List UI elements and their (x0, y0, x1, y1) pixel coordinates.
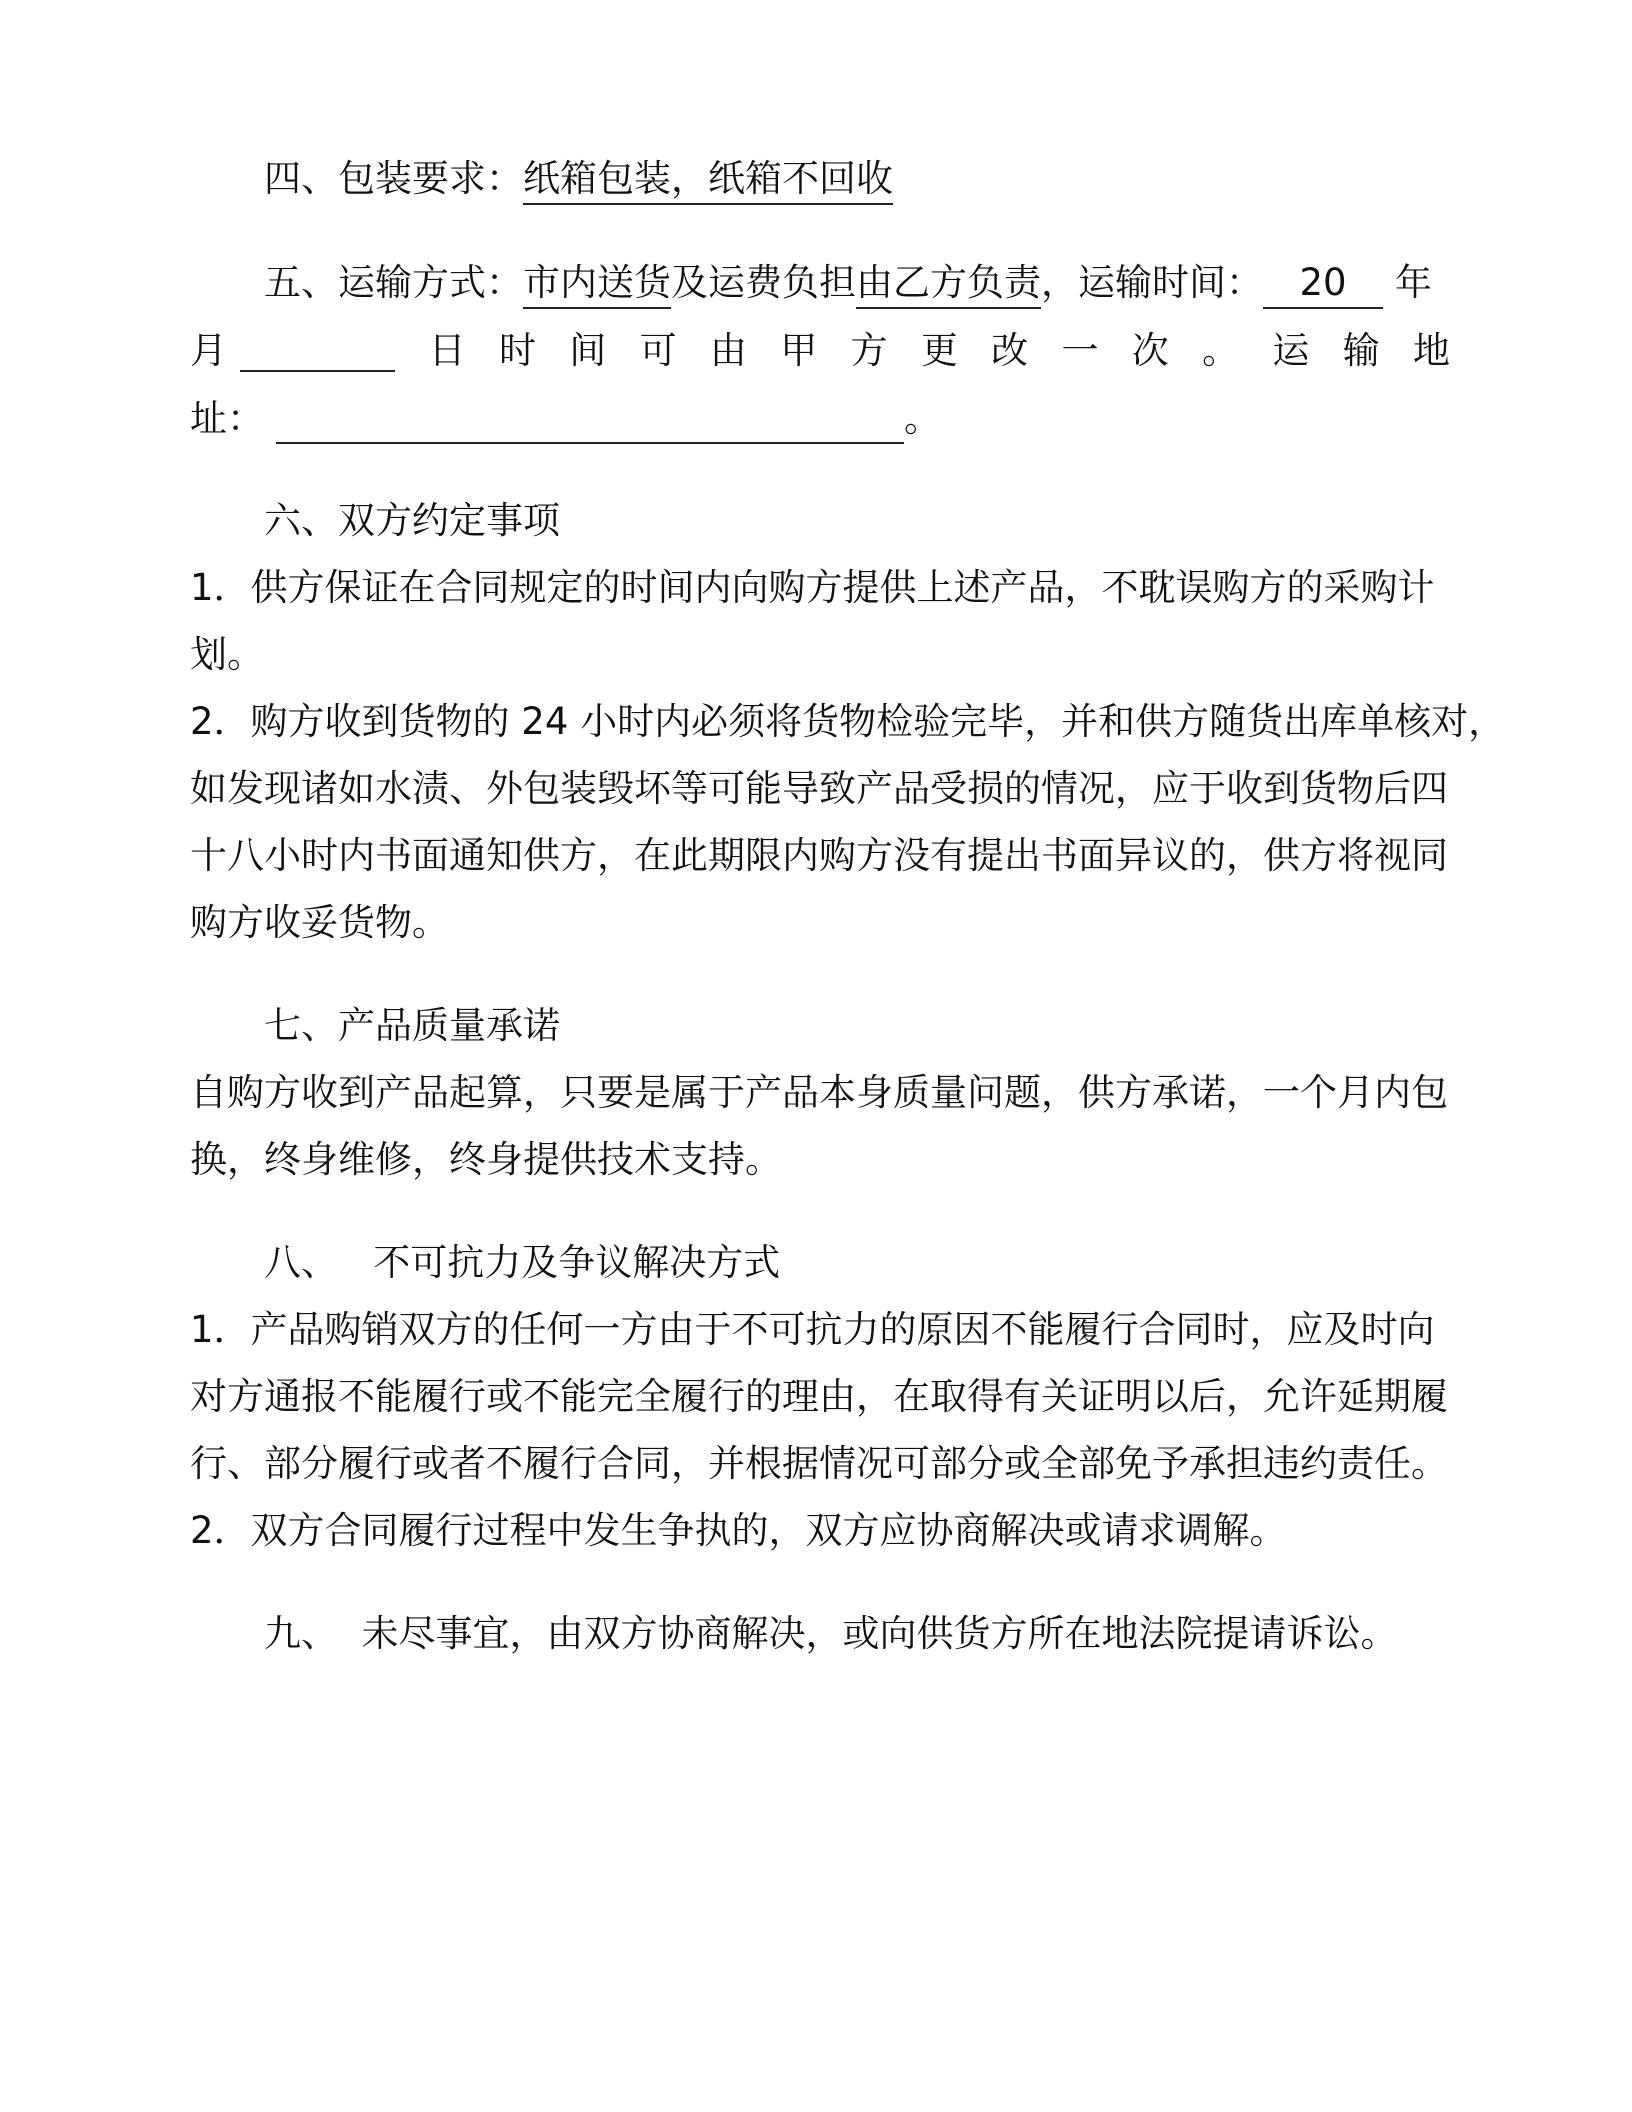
section5-line3 (190, 394, 1450, 444)
year-field: 20 (1263, 261, 1383, 309)
line2-char: 间 (569, 329, 607, 372)
address-label: 址： (190, 397, 264, 440)
section6-item1-line2: 划。 (190, 633, 264, 676)
section9-line: 九、 未尽事宜，由双方协商解决，或向供货方所在地法院提请诉讼。 (264, 1612, 1398, 1655)
line2-char: 次 (1131, 329, 1169, 372)
freight-field: 由乙方负责 (856, 261, 1041, 309)
section6-item2-line4: 购方收妥货物。 (190, 901, 449, 944)
section6-item2-line2: 如发现诸如水渍、外包装毁坏等可能导致产品受损的情况，应于收到货物后四 (190, 767, 1448, 810)
section7-line1: 自购方收到产品起算，只要是属于产品本身质量问题，供方承诺，一个月内包 (190, 1071, 1448, 1114)
section6-item1-line1: 1．供方保证在合同规定的时间内向购方提供上述产品，不耽误购方的采购计 (190, 566, 1435, 609)
month-label: 月 (190, 329, 227, 372)
section8-item1-line2: 对方通报不能履行或不能完全履行的理由，在取得有关证明以后，允许延期履 (190, 1375, 1448, 1418)
line2-char: 地 (1413, 329, 1450, 372)
address-end: 。 (904, 397, 941, 440)
section4-line (264, 154, 1450, 205)
year-label: 年 (1395, 261, 1432, 304)
line2-char: 可 (639, 329, 677, 372)
section5-line1 (264, 258, 1450, 309)
section8-item1-line1: 1．产品购销双方的任何一方由于不可抗力的原因不能履行合同时，应及时向 (190, 1308, 1435, 1351)
section7-line2: 换，终身维修，终身提供技术支持。 (190, 1138, 782, 1181)
freight-label: 及运费负担 (671, 261, 856, 304)
transport-time-label: ，运输时间： (1041, 261, 1263, 304)
section7-title: 七、产品质量承诺 (264, 1004, 560, 1047)
section5-line2 (190, 326, 1450, 376)
day-field (240, 326, 395, 372)
line2-char: 甲 (780, 329, 818, 372)
section6-item2-line1: 2．购方收到货物的 24 小时内必须将货物检验完毕，并和供方随货出库单核对， (190, 700, 1506, 743)
line2-char: 方 (850, 329, 888, 372)
line2-char: 更 (920, 329, 958, 372)
line2-char: 改 (991, 329, 1029, 372)
line2-char: 运 (1272, 329, 1310, 372)
section8-item2: 2．双方合同履行过程中发生争执的，双方应协商解决或请求调解。 (190, 1509, 1287, 1552)
line2-char: 由 (709, 329, 747, 372)
line2-char: 一 (1061, 329, 1099, 372)
section8-item1-line3: 行、部分履行或者不履行合同，并根据情况可部分或全部免予承担违约责任。 (190, 1442, 1448, 1485)
transport-method-field: 市内送货 (523, 261, 671, 309)
address-field (276, 398, 904, 444)
line2-char: 。 (1202, 329, 1240, 372)
packaging-field: 纸箱包装，纸箱不回收 (523, 157, 893, 205)
section8-title: 八、 不可抗力及争议解决方式 (264, 1241, 781, 1284)
line2-char: 日 (428, 329, 466, 372)
section4-label: 四、包装要求： (264, 157, 523, 200)
section6-item2-line3: 十八小时内书面通知供方，在此期限内购方没有提出书面异议的，供方将视同 (190, 834, 1448, 877)
section5-label: 五、运输方式： (264, 261, 523, 304)
line2-char: 时 (498, 329, 536, 372)
section6-title: 六、双方约定事项 (264, 499, 560, 542)
line2-char: 输 (1342, 329, 1380, 372)
